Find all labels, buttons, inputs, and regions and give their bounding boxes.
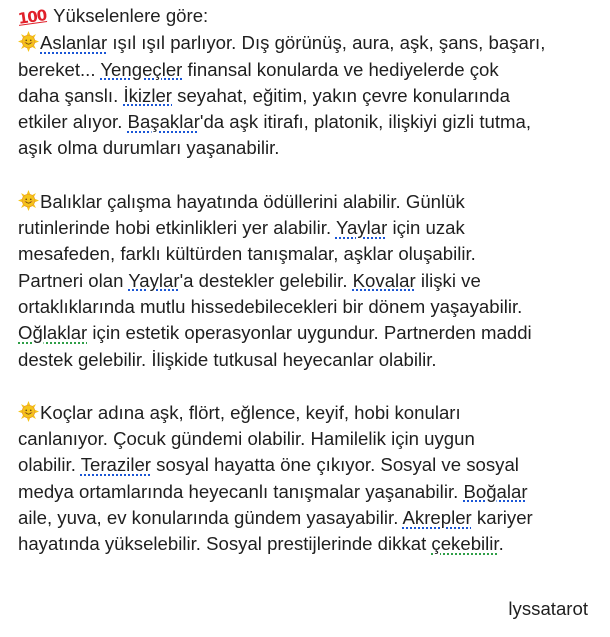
sign-yengecler: Yengeçler xyxy=(100,58,183,80)
paragraph-third: Koçlar adına aşk, flört, eğlence, keyif, hobi konuları canlanıyor. Çocuk gündemi olabilir. Hamilelik için uygun olabilir. Teraziler sosyal hayatta öne çıkıyor. Sosyal ve sosyal medya ortamlarında heyecanlı tanışmalar yaşanabilir. Boğalar aile, yuva, ev konularında gündem yasayabilir. Akrepler kariyer hayatında yükselebilir. Sosyal prestijlerinde dikkat çekebilir. xyxy=(18,401,533,555)
sign-basaklar: Başaklar xyxy=(127,111,200,133)
sign-aslanlar: Aslanlar xyxy=(40,32,108,54)
intro-line: 100 Yükselenlere göre: xyxy=(18,3,598,30)
sign-bogalar: Boğalar xyxy=(463,480,528,502)
sign-yaylar-2: Yaylar xyxy=(128,269,180,291)
sign-kovalar: Kovalar xyxy=(352,269,416,291)
sign-yaylar: Yaylar xyxy=(335,217,388,239)
author-signature: lyssatarot xyxy=(508,598,588,619)
sign-teraziler: Teraziler xyxy=(80,454,151,476)
sign-akrepler: Akrepler xyxy=(402,507,472,529)
sun-with-face-icon xyxy=(18,31,39,52)
sign-oglaklar: Oğlaklar xyxy=(18,322,88,344)
paragraph-intro-and-first: 100 Yükselenlere göre: Aslanlar ışıl ışıl parlıyor. Dış görünüş, aura, aşk, şans, başarı, bereket... Yengeçler finansal konularda ve hediyelerde çok daha şanslı. İkizler seyahat, eğitim, yakın çevre konularında etkiler alıyor. Başaklar'da aşk itirafı, platonik, ilişkiyi gizli tutma, aşık olma durumları yaşanabilir. xyxy=(18,3,598,162)
paragraph-second: Balıklar çalışma hayatında ödüllerini alabilir. Günlük rutinlerinde hobi etkinlikleri yer alabilir. Yaylar için uzak mesafeden, farklı kültürden tanışmalar, aşklar oluşabilir. Partneri olan Yaylar'a destekler gelebilir. Kovalar ilişki ve ortaklıklarında mutlu hissedebilecekleri bir dönem yaşayabilir. Oğlaklar için estetik operasyonlar uygundur. Partnerden maddi destek gelebilir. İlişkide tutkusal heyecanlar olabilir. xyxy=(18,190,532,370)
word-cekebilir: çekebilir xyxy=(431,533,499,555)
sun-with-face-icon xyxy=(18,401,39,422)
sign-ikizler: İkizler xyxy=(123,84,172,106)
sun-with-face-icon xyxy=(18,190,39,211)
hundred-points-icon: 100 xyxy=(16,6,48,28)
